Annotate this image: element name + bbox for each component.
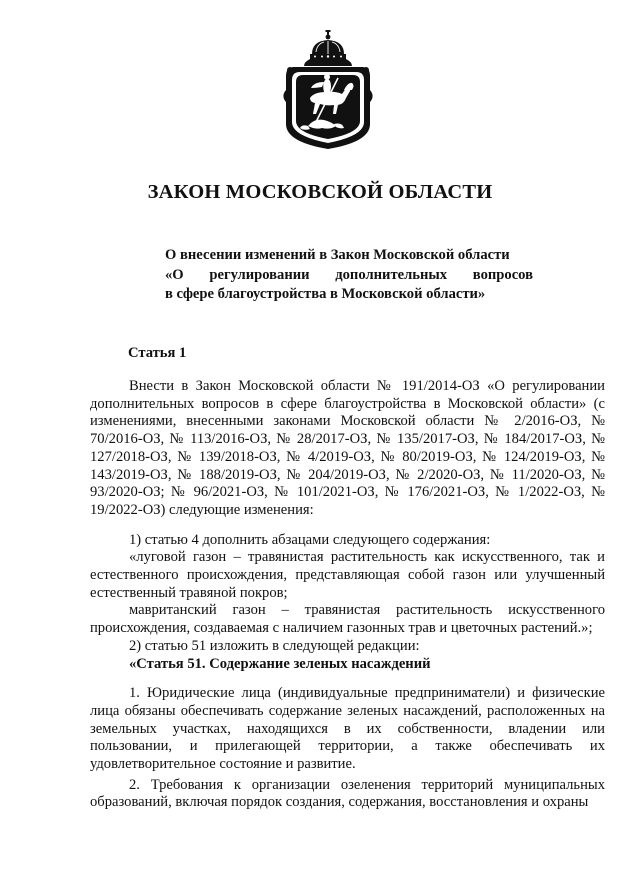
paragraph-item-1: 1) статью 4 дополнить абзацами следующего содержания: [129, 531, 491, 548]
title-line: О внесении изменений в Закон Московской области [165, 247, 510, 263]
coat-of-arms-icon [278, 30, 378, 150]
crown-icon [304, 30, 352, 66]
paragraph-article-51-point-2: 2. Требования к организации озеленения территорий муниципальных образований, включая порядок создания, содержания, восстановления и охраны [90, 776, 605, 811]
article-heading: Статья 1 [128, 345, 187, 361]
paragraph-amendment-intro: Внести в Закон Московской области № 191/2014-ОЗ «О регулировании дополнительных вопросов в сфере благоустройства в Московской области» (с изменениями, внесенными законами Московской области № 2/2016-ОЗ, № 70/2016-ОЗ, № 113/2016-ОЗ, № 28/2017-ОЗ, № 135/2017-ОЗ, № 184/2017-ОЗ, № 127/2018-ОЗ, № 139/2018-ОЗ, № 4/2019-ОЗ, № 80/2019-ОЗ, № 124/2019-ОЗ, № 143/2019-ОЗ, № 188/2019-ОЗ, № 204/2019-ОЗ, № 2/2020-ОЗ, № 11/2020-ОЗ, № 93/2020-ОЗ; № 96/2021-ОЗ, № 101/2021-ОЗ, № 176/2021-ОЗ, № 1/2022-ОЗ, № 19/2022-ОЗ) следующие изменения: [90, 378, 605, 518]
paragraph-item-2: 2) статью 51 изложить в следующей редакции: [129, 637, 420, 654]
title-line: «О регулировании дополнительных вопросов [165, 266, 533, 283]
document-title [165, 246, 533, 305]
article-51-heading: «Статья 51. Содержание зеленых насаждений [129, 655, 431, 672]
title-line: в сфере благоустройства в Московской области» [165, 286, 486, 302]
document-type-heading: ЗАКОН МОСКОВСКОЙ ОБЛАСТИ [147, 181, 493, 203]
paragraph-meadow-lawn: «луговой газон – травянистая растительность как искусственного, так и естественного происхождения, представляющая собой газон или улучшенный естественный травяной покров; [90, 549, 605, 601]
paragraph-moorish-lawn: мавританский газон – травянистая растительность искусственного происхождения, создаваемая с наличием газонных трав и цветочных растений.»; [90, 602, 605, 637]
paragraph-article-51-point-1: 1. Юридические лица (индивидуальные предприниматели) и физические лица обязаны обеспечивать содержание зеленых насаждений, расположенных на земельных участках, находящихся в их собственности, владении или пользовании, и прилегающей территории, а также обеспечивать их удовлетворительное состояние и развитие. [90, 685, 605, 773]
document-body [90, 378, 605, 812]
